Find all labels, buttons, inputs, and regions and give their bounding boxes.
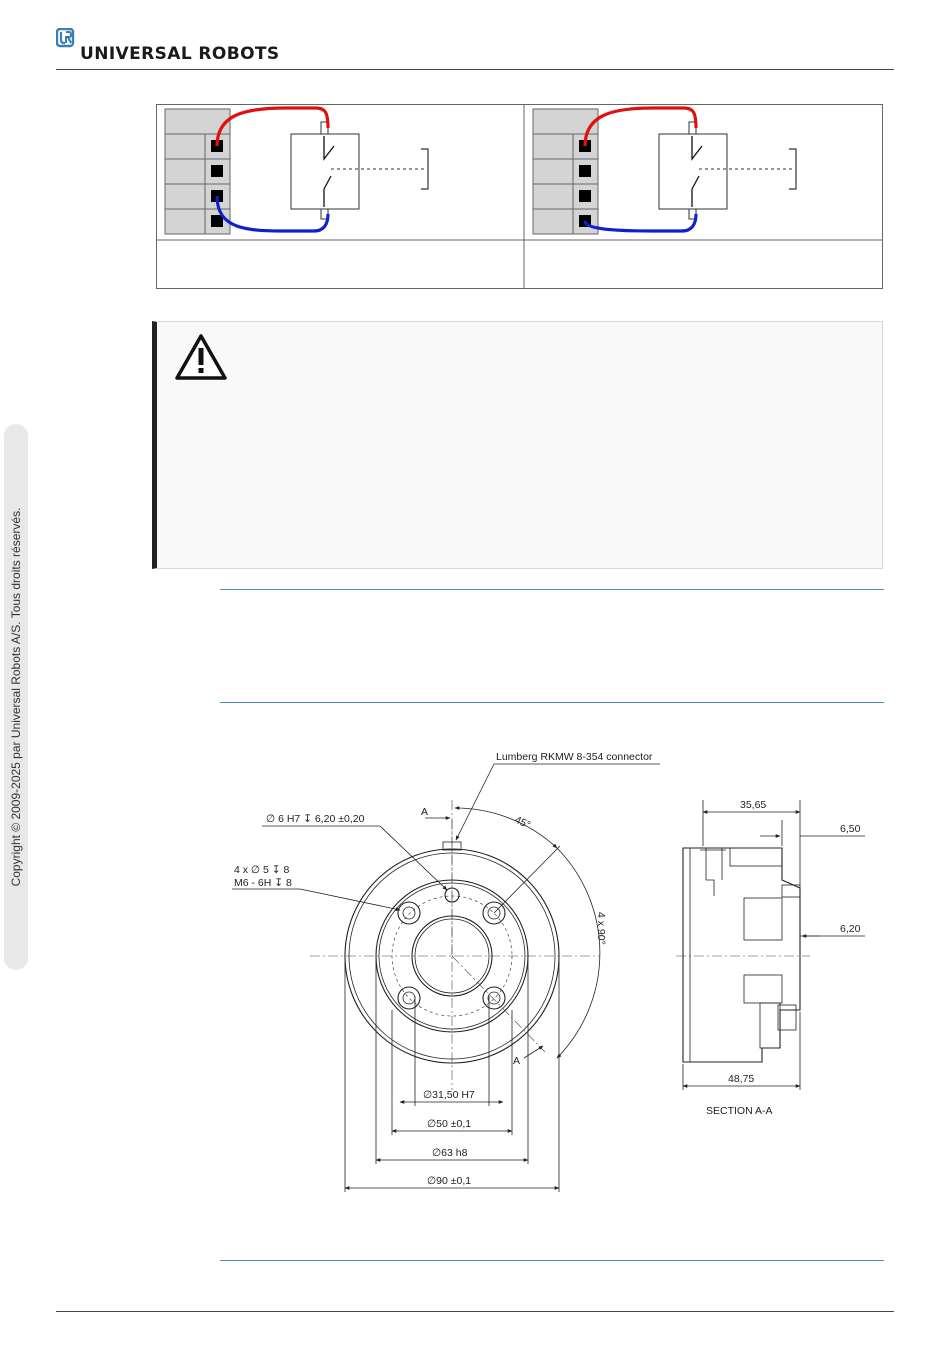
section-view — [676, 799, 865, 1117]
wiring-diagram-table — [156, 104, 883, 289]
dim-6-50: 6,50 — [840, 823, 861, 835]
section-marker-top: A — [421, 806, 429, 818]
dim-90: ∅90 ±0,1 — [427, 1175, 472, 1187]
brand-name: UNIVERSAL ROBOTS — [80, 44, 280, 64]
section-title: SECTION A-A — [706, 1105, 773, 1117]
switch-box — [291, 134, 359, 209]
terminal-cell — [165, 184, 205, 209]
terminal-pin — [579, 165, 591, 177]
connector-label: Lumberg RKMW 8-354 connector — [496, 751, 653, 763]
hole-spec-label: ∅ 6 H7 ↧ 6,20 ±0,20 — [266, 813, 365, 825]
copyright-text: Copyright © 2009-2025 par Universal Robots A/S. Tous droits réservés. — [9, 507, 23, 887]
terminal-pin — [211, 165, 223, 177]
holes-spec-line1: 4 x ∅ 5 ↧ 8 — [234, 864, 290, 876]
terminal-cell — [533, 184, 573, 209]
angle-45-label: 45° — [512, 813, 533, 832]
dim-6-20: 6,20 — [840, 923, 861, 935]
holes-spec-line2: M6 - 6H ↧ 8 — [234, 877, 292, 889]
section-divider-2 — [220, 702, 884, 703]
terminal-cell — [165, 209, 205, 234]
switch-box — [659, 134, 727, 209]
dim-35-65: 35,65 — [740, 799, 767, 811]
terminal-pin — [579, 190, 591, 202]
section-divider-3 — [220, 1260, 884, 1261]
section-divider-1 — [220, 589, 884, 590]
terminal-cell — [165, 159, 205, 184]
dim-50: ∅50 ±0,1 — [427, 1118, 472, 1130]
dim-48-75: 48,75 — [728, 1073, 755, 1085]
terminal-pin — [211, 215, 223, 227]
section-marker-bottom: A — [513, 1055, 521, 1067]
warning-triangle-icon — [175, 333, 227, 381]
dim-63: ∅63 h8 — [432, 1147, 468, 1159]
header-divider — [56, 69, 894, 70]
angle-4x90-label: 4 x 90° — [595, 912, 607, 945]
terminal-cell — [533, 159, 573, 184]
footer-divider — [56, 1311, 894, 1312]
terminal-cell — [533, 209, 573, 234]
dim-31-50: ∅31,50 H7 — [423, 1089, 475, 1101]
terminal-cell — [533, 134, 573, 159]
bolt-hole-bl — [398, 987, 420, 1009]
terminal-cell — [165, 134, 205, 159]
bolt-hole-tl — [398, 902, 420, 924]
front-view — [232, 751, 660, 1192]
warning-box — [152, 321, 883, 569]
bolt-hole-br — [483, 987, 505, 1009]
tool-flange-technical-drawing — [200, 740, 900, 1210]
